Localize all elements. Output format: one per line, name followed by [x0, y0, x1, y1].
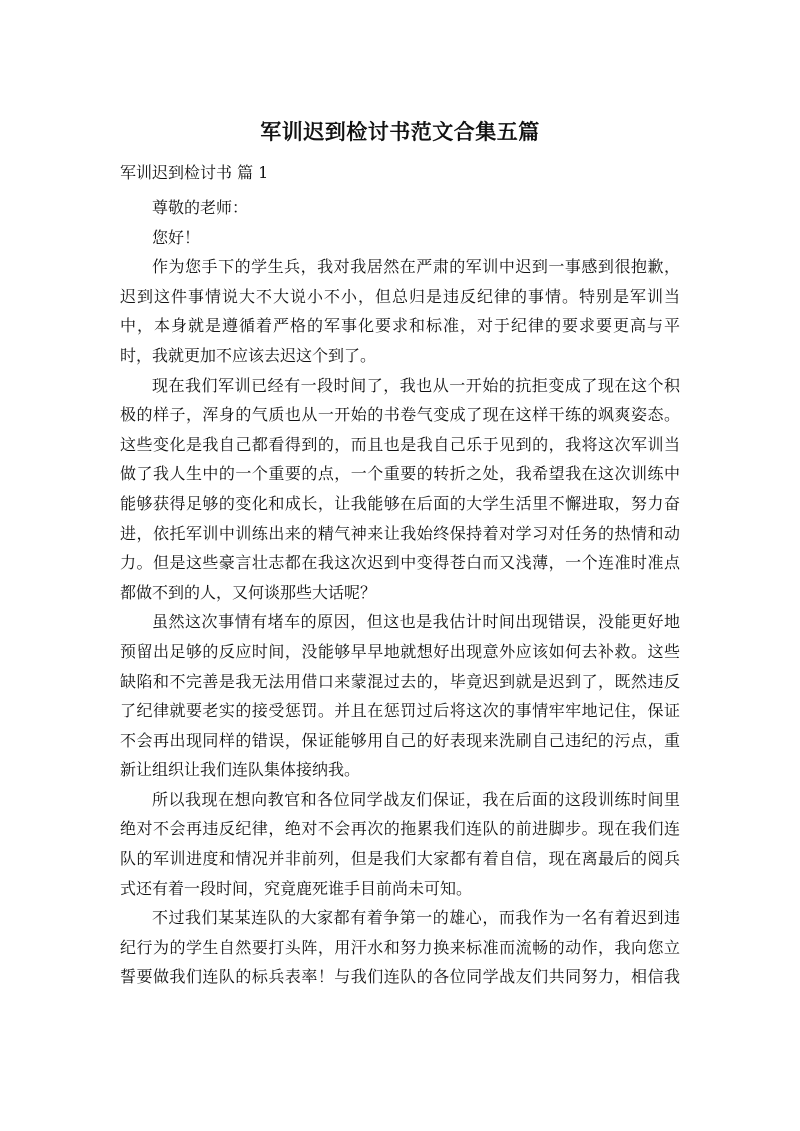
- paragraph-line: 不会再出现同样的错误，保证能够用自己的好表现来洗刷自己违纪的污点，重: [120, 730, 680, 750]
- paragraph-4: [120, 785, 680, 903]
- paragraph-line: 现在我们军训已经有一段时间了，我也从一开始的抗拒变成了现在这个积: [152, 375, 680, 395]
- paragraph-line: 能够获得足够的变化和成长，让我能够在后面的大学生活里不懈进取，努力奋: [120, 493, 680, 513]
- paragraph-line: 了纪律就要老实的接受惩罚。并且在惩罚过后将这次的事情牢牢地记住，保证: [120, 701, 680, 721]
- paragraph-line: 极的样子，浑身的气质也从一开始的书卷气变成了现在这样干练的飒爽姿态。: [120, 405, 680, 425]
- paragraph-line: 绝对不会再违反纪律，绝对不会再次的拖累我们连队的前进脚步。现在我们连: [120, 819, 680, 839]
- paragraph-line: 誓要做我们连队的标兵表率！与我们连队的各位同学战友们共同努力，相信我: [120, 967, 680, 987]
- paragraph-line: 式还有着一段时间，究竟鹿死谁手目前尚未可知。: [120, 878, 473, 898]
- paragraph-3: [120, 607, 680, 785]
- paragraph-line: 纪行为的学生自然要打头阵，用汗水和努力换来标准而流畅的动作，我向您立: [120, 937, 680, 957]
- paragraph-line: 时，我就更加不应该去迟这个到了。: [120, 345, 377, 365]
- paragraph-line: 中，本身就是遵循着严格的军事化要求和标准，对于纪律的要求要更高与平: [120, 316, 680, 336]
- paragraph-line: 力。但是这些豪言壮志都在我这次迟到中变得苍白而又浅薄，一个连准时准点: [120, 553, 680, 573]
- greeting: 您好！: [152, 227, 201, 247]
- paragraph-line: 作为您手下的学生兵，我对我居然在严肃的军训中迟到一事感到很抱歉，: [152, 257, 680, 277]
- paragraph-1: [120, 252, 680, 370]
- paragraph-line: 队的军训进度和情况并非前列，但是我们大家都有着自信，现在离最后的阅兵: [120, 849, 680, 869]
- paragraph-5: [120, 903, 680, 992]
- paragraph-line: 进，依托军训中训练出来的精气神来让我始终保持着对学习对任务的热情和动: [120, 523, 680, 543]
- salutation: 尊敬的老师：: [152, 198, 249, 217]
- paragraph-line: 预留出足够的反应时间，没能够早早地就想好出现意外应该如何去补救。这些: [120, 641, 680, 661]
- paragraph-line: 新让组织让我们连队集体接纳我。: [120, 760, 361, 780]
- paragraph-line: 缺陷和不完善是我无法用借口来蒙混过去的，毕竟迟到就是迟到了，既然违反: [120, 671, 680, 691]
- section-heading: 军训迟到检讨书 篇 1: [120, 163, 269, 182]
- document-body: [120, 193, 680, 992]
- paragraph-line: 这些变化是我自己都看得到的，而且也是我自己乐于见到的，我将这次军训当: [120, 434, 680, 454]
- paragraph-line: 虽然这次事情有堵车的原因，但这也是我估计时间出现错误，没能更好地: [152, 612, 680, 632]
- paragraph-line: 都做不到的人，又何谈那些大话呢？: [120, 582, 377, 602]
- paragraph-line: 迟到这件事情说大不大说小不小，但总归是违反纪律的事情。特别是军训当: [120, 286, 680, 306]
- document-title: 军训迟到检讨书范文合集五篇: [260, 120, 540, 144]
- paragraph-line: 所以我现在想向教官和各位同学战友们保证，我在后面的这段训练时间里: [152, 789, 680, 809]
- paragraph-line: 做了我人生中的一个重要的点，一个重要的转折之处，我希望我在这次训练中: [120, 464, 680, 484]
- paragraph-line: 不过我们某某连队的大家都有着争第一的雄心，而我作为一名有着迟到违: [152, 908, 680, 928]
- paragraph-2: [120, 371, 680, 608]
